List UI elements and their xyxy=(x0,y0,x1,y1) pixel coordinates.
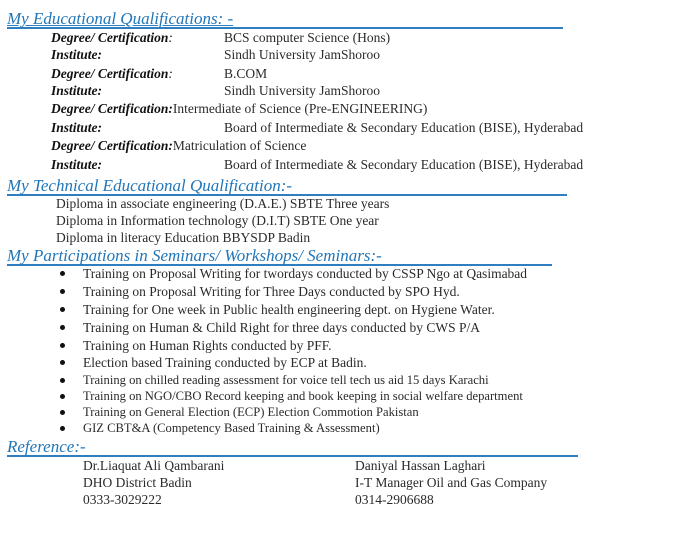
participations-heading xyxy=(7,247,382,265)
institute-value: Sindh University JamShoroo xyxy=(224,83,381,98)
institute-value: Board of Intermediate & Secondary Education (BISE), Hyderabad xyxy=(224,157,584,172)
degree-value: BCS computer Science (Hons) xyxy=(224,30,391,45)
educational-heading xyxy=(7,10,233,28)
technical-heading xyxy=(7,177,292,195)
degree-value: Intermediate of Science (Pre-ENGINEERING) xyxy=(172,101,428,116)
institute-label: Institute: xyxy=(51,83,103,98)
degree-label: Degree/ Certification: xyxy=(51,30,173,45)
technical-item: Diploma in associate engineering (D.A.E.) SBTE Three years xyxy=(56,196,390,211)
degree-value: Matriculation of Science xyxy=(172,138,307,153)
technical-heading-text: My Technical Educational Qualification:- xyxy=(7,176,293,195)
bullet-icon xyxy=(60,410,65,415)
participation-item: Training on Proposal Writing for Three Days conducted by SPO Hyd. xyxy=(60,284,460,300)
participation-item: Training on General Election (ECP) Election Commotion Pakistan xyxy=(60,405,419,420)
reference-phone: 0314-2906688 xyxy=(355,492,434,507)
heading-rule xyxy=(7,455,578,457)
reference-heading-text: Reference:- xyxy=(7,437,86,456)
reference-heading xyxy=(7,438,86,456)
participations-heading-text: My Participations in Seminars/ Workshops/ Seminars:- xyxy=(7,246,382,265)
degree-row xyxy=(51,138,306,154)
participation-item: GIZ CBT&A (Competency Based Training & Assessment) xyxy=(60,421,380,436)
bullet-icon xyxy=(60,271,65,276)
reference-title: I-T Manager Oil and Gas Company xyxy=(355,475,548,490)
participation-item: Training on chilled reading assessment for voice tell tech us aid 15 days Karachi xyxy=(60,373,489,388)
degree-label: Degree/ Certification: xyxy=(51,66,173,81)
bullet-icon xyxy=(60,325,65,330)
institute-value: Sindh University JamShoroo xyxy=(224,47,381,62)
institute-label: Institute: xyxy=(51,47,103,62)
degree-value: B.COM xyxy=(224,66,268,81)
reference-name: Dr.Liaquat Ali Qambarani xyxy=(83,458,225,473)
participation-item: Election based Training conducted by ECP at Badin. xyxy=(60,355,367,371)
participation-item: Training on Proposal Writing for twordays conducted by CSSP Ngo at Qasimabad xyxy=(60,266,527,282)
bullet-icon xyxy=(60,378,65,383)
reference-name: Daniyal Hassan Laghari xyxy=(355,458,486,473)
degree-label: Degree/ Certification: xyxy=(51,138,173,153)
bullet-icon xyxy=(60,426,65,431)
institute-label: Institute: xyxy=(51,157,103,172)
participation-item: Training for One week in Public health engineering dept. on Hygiene Water. xyxy=(60,302,495,318)
reference-phone: 0333-3029222 xyxy=(83,492,162,507)
reference-title: DHO District Badin xyxy=(83,475,192,490)
educational-heading-text: My Educational Qualifications: - xyxy=(7,9,234,28)
participation-item: Training on Human Rights conducted by PFF. xyxy=(60,338,332,354)
bullet-icon xyxy=(60,289,65,294)
bullet-icon xyxy=(60,360,65,365)
participation-item: Training on NGO/CBO Record keeping and book keeping in social welfare department xyxy=(60,389,523,404)
technical-item: Diploma in literacy Education BBYSDP Badin xyxy=(56,230,311,245)
institute-label: Institute: xyxy=(51,120,103,135)
participation-item: Training on Human & Child Right for three days conducted by CWS P/A xyxy=(60,320,480,336)
degree-label: Degree/ Certification: xyxy=(51,101,173,116)
technical-item: Diploma in Information technology (D.I.T) SBTE One year xyxy=(56,213,379,228)
bullet-icon xyxy=(60,394,65,399)
bullet-icon xyxy=(60,307,65,312)
institute-value: Board of Intermediate & Secondary Education (BISE), Hyderabad xyxy=(224,120,584,135)
bullet-icon xyxy=(60,343,65,348)
degree-row xyxy=(51,101,427,117)
